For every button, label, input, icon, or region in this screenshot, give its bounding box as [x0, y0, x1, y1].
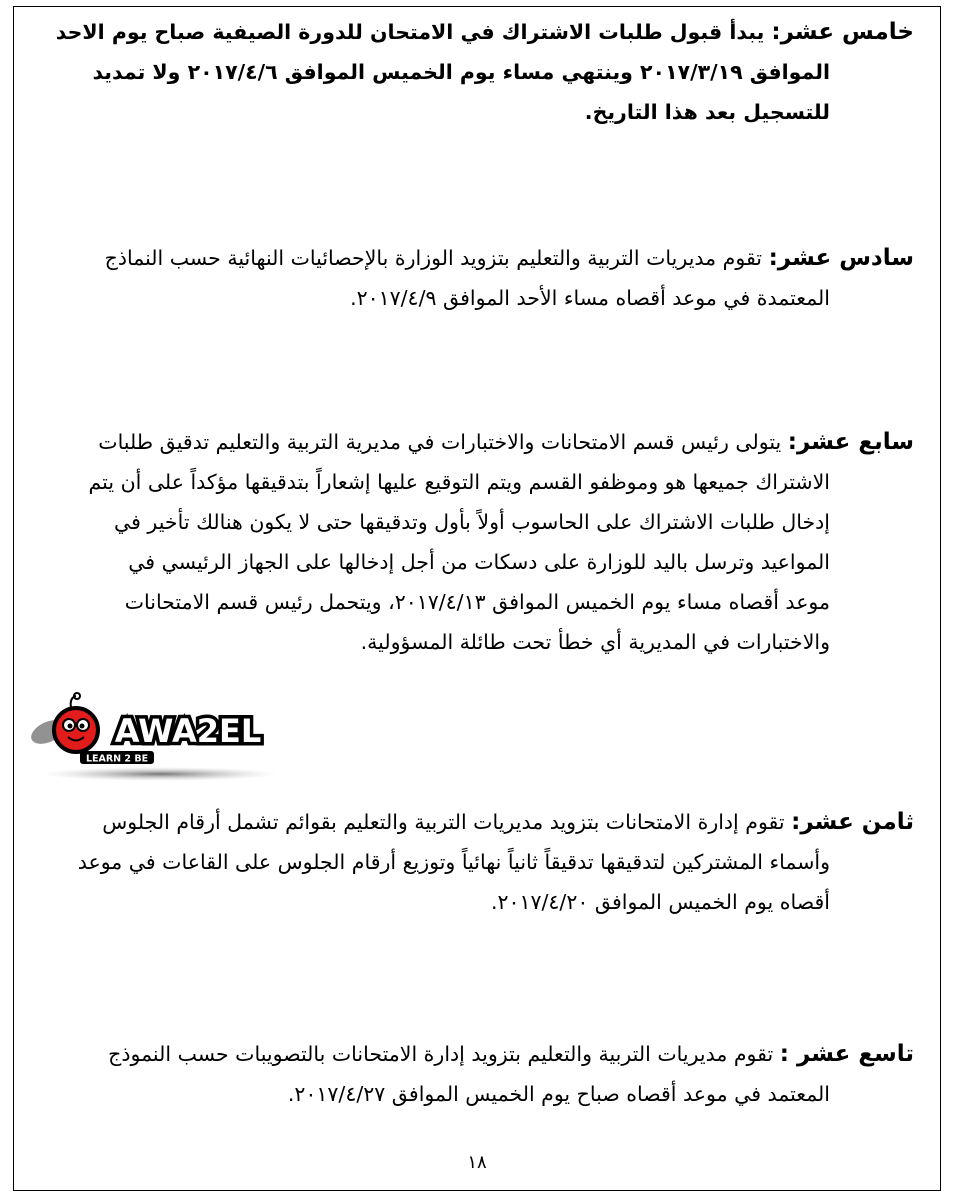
clause-17-line-1: سابع عشر: يتولى رئيس قسم الامتحانات والاختبارات في مديرية التربية والتعليم تدقيق طلبات: [98, 429, 914, 455]
clause-19-line-2: المعتمد في موعد أقصاه صباح يوم الخميس الموافق ٢٠١٧/٤/٢٧.: [287, 1082, 830, 1106]
clause-17: [28, 422, 914, 662]
clause-19-heading: تاسع عشر :: [779, 1041, 914, 1067]
clause-17-line-2: الاشتراك جميعها هو وموظفو القسم ويتم التوقيع عليها إشعاراً بتدقيقها مؤكداً على أن يتم: [88, 470, 830, 494]
clause-17-line-3: إدخال طلبات الاشتراك على الحاسوب أولاً بأول وتدقيقها حتى لا يكون هنالك تأخير في: [114, 510, 830, 534]
logo-tagline: LEARN 2 BE: [85, 753, 149, 765]
clause-19: [28, 1034, 914, 1114]
clause-17-heading: سابع عشر:: [787, 429, 914, 455]
clause-19-line-1: تاسع عشر : تقوم مديريات التربية والتعليم بتزويد إدارة الامتحانات بالتصويبات حسب النموذج: [108, 1041, 914, 1067]
awa2el-logo-graphic: [30, 692, 275, 787]
clause-17-line-5: موعد أقصاه مساء يوم الخميس الموافق ٢٠١٧/٤/١٣، ويتحمل رئيس قسم الامتحانات: [124, 590, 830, 614]
clause-15-line-3: للتسجيل بعد هذا التاريخ.: [584, 100, 830, 124]
clause-15-line-2: الموافق ٢٠١٧/٣/١٩ وينتهي مساء يوم الخميس الموافق ٢٠١٧/٤/٦ ولا تمديد: [92, 60, 830, 84]
clause-16: [28, 238, 914, 318]
logo-wordmark: AWA2EL: [114, 712, 262, 750]
clause-15-line-1: خامس عشر: يبدأ قبول طلبات الاشتراك في الامتحان للدورة الصيفية صباح يوم الاحد: [55, 19, 914, 45]
clause-16-line-2: المعتمدة في موعد أقصاه مساء الأحد الموافق ٢٠١٧/٤/٩.: [350, 286, 830, 310]
clause-15: [28, 12, 914, 132]
clause-16-heading: سادس عشر:: [768, 245, 914, 271]
awa2el-logo: [30, 692, 275, 787]
clause-17-line-4: المواعيد وترسل باليد للوزارة على دسكات من أجل إدخالها على الجهاز الرئيسي في: [128, 550, 830, 574]
clause-18-heading: ثامن عشر:: [791, 809, 914, 835]
clause-18-line-2: وأسماء المشتركين لتدقيقها تدقيقاً ثانياً نهائياً وتوزيع أرقام الجلوس على القاعات في موعد: [77, 850, 830, 874]
clause-15-heading: خامس عشر:: [771, 19, 914, 45]
clause-16-line-1: سادس عشر: تقوم مديريات التربية والتعليم بتزويد الوزارة بالإحصائيات النهائية حسب النماذج: [104, 245, 914, 271]
clause-18: [28, 802, 914, 922]
clause-17-line-6: والاختبارات في المديرية أي خطأ تحت طائلة المسؤولية.: [360, 630, 830, 654]
clause-18-line-3: أقصاه يوم الخميس الموافق ٢٠١٧/٤/٢٠.: [490, 890, 830, 914]
clause-18-line-1: ثامن عشر: تقوم إدارة الامتحانات بتزويد مديريات التربية والتعليم بقوائم تشمل أرقام الجلوس: [102, 809, 914, 835]
page-number: ١٨: [467, 1152, 487, 1173]
